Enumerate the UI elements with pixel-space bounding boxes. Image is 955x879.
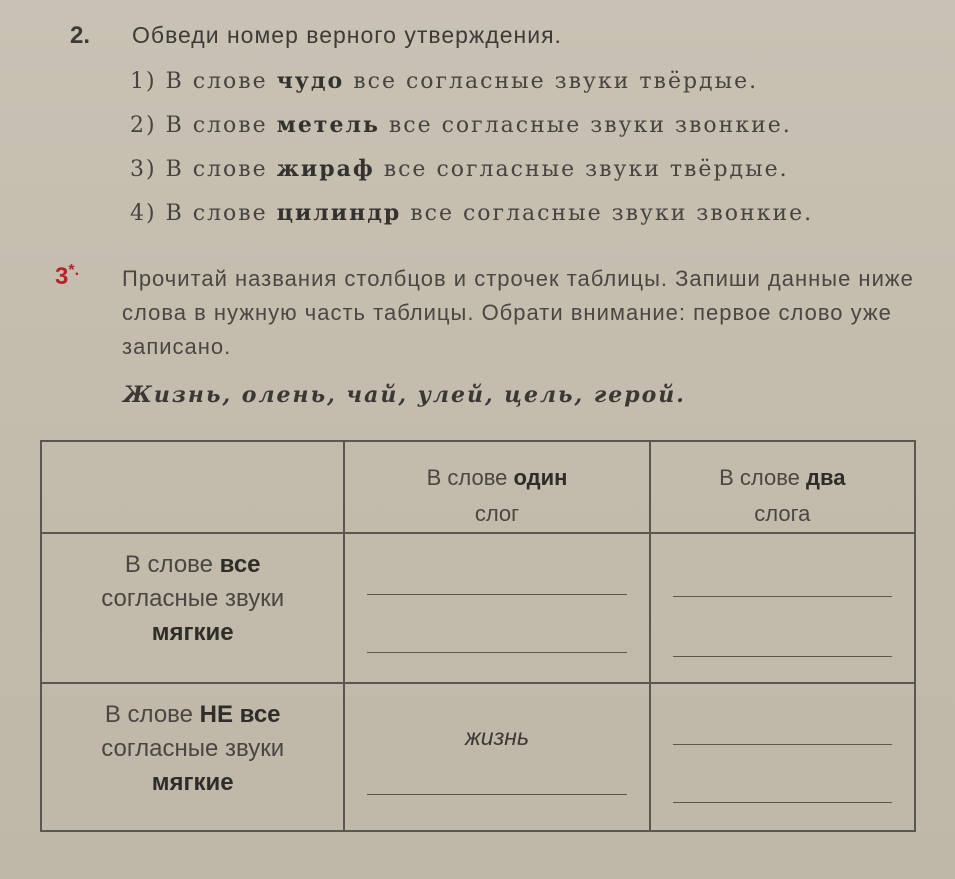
write-line[interactable] (673, 656, 892, 657)
sorting-table (40, 440, 916, 832)
write-line[interactable] (367, 594, 626, 595)
statement-4[interactable]: 4) В слове цилиндр все согласные звуки звонкие. (130, 200, 814, 226)
row-header-not-all-soft: В слове НЕ все согласные звуки мягкие (41, 683, 344, 831)
write-line[interactable] (367, 652, 626, 653)
task-2-heading: Обведи номер верного утверждения. (132, 22, 562, 48)
statement-word: чудо (276, 68, 345, 94)
row-header-all-soft: В слове все согласные звуки мягкие (41, 533, 344, 683)
write-line[interactable] (673, 744, 892, 745)
task-3-number: 3*. (55, 262, 80, 290)
write-line[interactable] (673, 802, 892, 803)
column-header-one-syllable: В слове один слог (344, 441, 649, 533)
statement-3[interactable]: 3) В слове жираф все согласные звуки твёрдые. (130, 156, 789, 182)
statement-1[interactable]: 1) В слове чудо все согласные звуки твёрдые. (130, 68, 759, 94)
statement-word: метель (276, 112, 380, 138)
statement-number: 1) (130, 69, 157, 94)
table-corner-cell (41, 441, 344, 533)
cell-not-all-soft-two-syllables[interactable] (650, 683, 915, 831)
cell-all-soft-one-syllable[interactable] (344, 533, 649, 683)
statement-2[interactable]: 2) В слове метель все согласные звуки звонкие. (130, 112, 792, 138)
statement-number: 2) (130, 113, 157, 138)
task-2-number: 2. (70, 22, 91, 49)
statement-word: цилиндр (276, 200, 402, 226)
statement-word: жираф (276, 156, 375, 182)
statement-number: 3) (130, 157, 157, 182)
cell-not-all-soft-one-syllable[interactable] (344, 683, 649, 831)
write-line[interactable] (367, 794, 626, 795)
word-list: Жизнь, олень, чай, улей, цель, герой. (123, 382, 686, 408)
column-header-two-syllables: В слове два слога (650, 441, 915, 533)
write-line[interactable] (673, 596, 892, 597)
cell-all-soft-two-syllables[interactable] (650, 533, 915, 683)
star-mark: *. (68, 262, 80, 279)
example-word: жизнь (464, 724, 530, 750)
statement-number: 4) (130, 201, 157, 226)
task-3-instruction: Прочитай названия столбцов и строчек таблицы. Запиши данные ниже слова в нужную часть таблицы. Обрати внимание: первое слово уже записано. (122, 266, 914, 359)
